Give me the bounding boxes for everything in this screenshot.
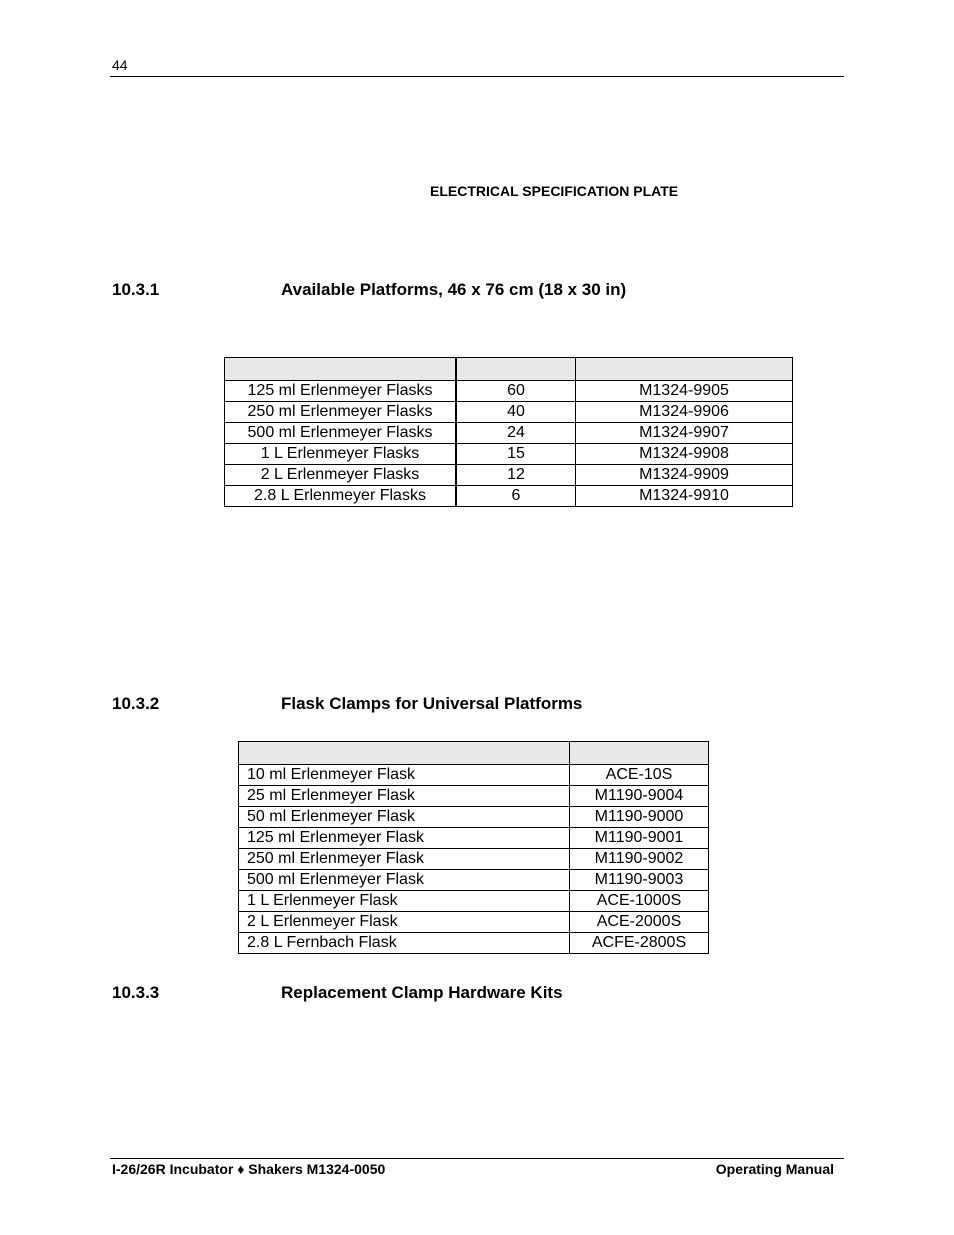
table-row xyxy=(225,381,793,402)
header-cell xyxy=(576,358,793,381)
table-cell: 60 xyxy=(456,381,576,402)
section-title: Flask Clamps for Universal Platforms xyxy=(281,694,583,713)
section-heading-10-3-1 xyxy=(112,280,626,300)
section-number: 10.3.3 xyxy=(112,983,160,1002)
header-rule xyxy=(110,76,844,77)
table-row xyxy=(239,891,709,912)
section-heading-10-3-2 xyxy=(112,694,582,714)
header-cell xyxy=(225,358,457,381)
table-row xyxy=(225,402,793,423)
table-row xyxy=(225,486,793,507)
table-cell: ACE-1000S xyxy=(570,891,709,912)
table-cell: M1190-9002 xyxy=(570,849,709,870)
header-cell xyxy=(570,742,709,765)
table-cell: 24 xyxy=(456,423,576,444)
header-cell xyxy=(456,358,576,381)
table-cell: M1324-9908 xyxy=(576,444,793,465)
table-cell: 25 ml Erlenmeyer Flask xyxy=(239,786,570,807)
table-row xyxy=(239,807,709,828)
header-cell xyxy=(239,742,570,765)
table-cell: 40 xyxy=(456,402,576,423)
table-cell: 125 ml Erlenmeyer Flasks xyxy=(225,381,457,402)
table-row xyxy=(239,786,709,807)
table-cell: 1 L Erlenmeyer Flask xyxy=(239,891,570,912)
table-cell: M1324-9906 xyxy=(576,402,793,423)
table-cell: M1190-9001 xyxy=(570,828,709,849)
table-row xyxy=(239,849,709,870)
table-row xyxy=(239,933,709,954)
table-cell: M1190-9003 xyxy=(570,870,709,891)
table-cell: 2.8 L Erlenmeyer Flasks xyxy=(225,486,457,507)
table-cell: M1190-9004 xyxy=(570,786,709,807)
table-row xyxy=(239,828,709,849)
table-cell: 1 L Erlenmeyer Flasks xyxy=(225,444,457,465)
section-number: 10.3.1 xyxy=(112,280,160,299)
section-title: Replacement Clamp Hardware Kits xyxy=(281,983,563,1002)
table-cell: 250 ml Erlenmeyer Flask xyxy=(239,849,570,870)
table-cell: 2 L Erlenmeyer Flasks xyxy=(225,465,457,486)
table-header-row xyxy=(239,742,709,765)
table-row xyxy=(239,912,709,933)
table-cell: 12 xyxy=(456,465,576,486)
table-header-row xyxy=(225,358,793,381)
table-row xyxy=(225,423,793,444)
page-number: 44 xyxy=(112,57,128,73)
table-cell: 15 xyxy=(456,444,576,465)
section-number: 10.3.2 xyxy=(112,694,160,713)
table-row xyxy=(239,765,709,786)
section-heading-10-3-3 xyxy=(112,983,563,1003)
platforms-table xyxy=(224,357,793,507)
table-cell: M1324-9909 xyxy=(576,465,793,486)
table-cell: 10 ml Erlenmeyer Flask xyxy=(239,765,570,786)
table-cell: ACFE-2800S xyxy=(570,933,709,954)
table-cell: ACE-10S xyxy=(570,765,709,786)
footer-rule xyxy=(110,1158,844,1159)
table-row xyxy=(239,870,709,891)
table-cell: 6 xyxy=(456,486,576,507)
table-cell: 50 ml Erlenmeyer Flask xyxy=(239,807,570,828)
footer-document-title: I-26/26R Incubator ♦ Shakers M1324-0050 xyxy=(112,1161,386,1177)
footer-manual-label: Operating Manual xyxy=(715,1161,834,1177)
table-cell: 250 ml Erlenmeyer Flasks xyxy=(225,402,457,423)
table-cell: 500 ml Erlenmeyer Flask xyxy=(239,870,570,891)
table-cell: M1190-9000 xyxy=(570,807,709,828)
table-cell: M1324-9910 xyxy=(576,486,793,507)
table-cell: 2 L Erlenmeyer Flask xyxy=(239,912,570,933)
flask-clamps-table xyxy=(238,741,709,954)
table-cell: 125 ml Erlenmeyer Flask xyxy=(239,828,570,849)
section-title: Available Platforms, 46 x 76 cm (18 x 30 in) xyxy=(281,280,627,299)
table-row xyxy=(225,465,793,486)
table-cell: 500 ml Erlenmeyer Flasks xyxy=(225,423,457,444)
table-cell: M1324-9907 xyxy=(576,423,793,444)
table-cell: ACE-2000S xyxy=(570,912,709,933)
table-row xyxy=(225,444,793,465)
table-cell: M1324-9905 xyxy=(576,381,793,402)
table-cell: 2.8 L Fernbach Flask xyxy=(239,933,570,954)
figure-caption: ELECTRICAL SPECIFICATION PLATE xyxy=(430,183,679,199)
